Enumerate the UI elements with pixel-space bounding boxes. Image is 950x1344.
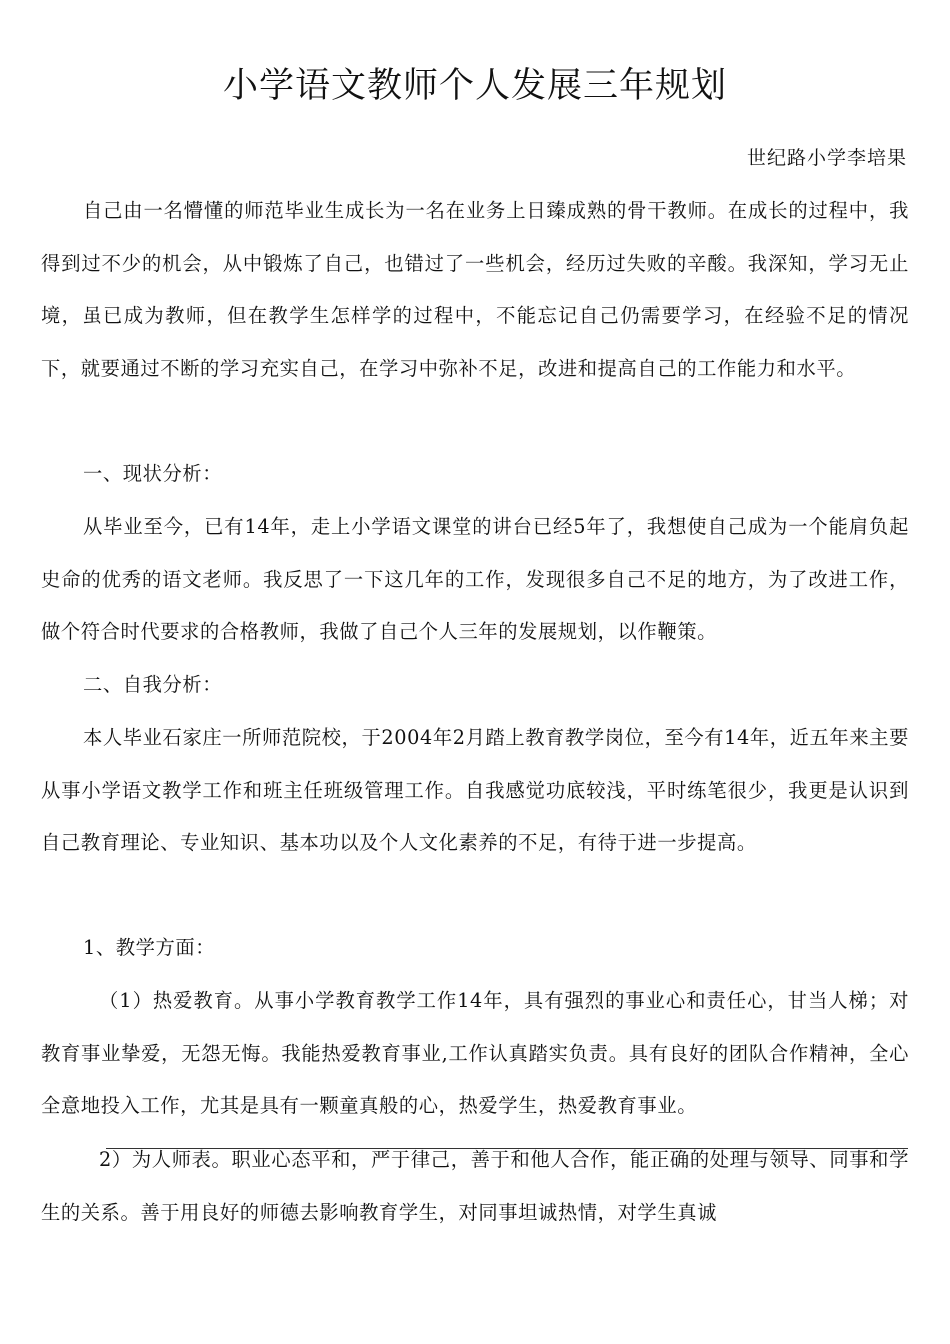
- subsection-heading-teaching: 1、教学方面：: [83, 936, 216, 959]
- section-heading-self: 二、自我分析：: [83, 673, 223, 696]
- status-paragraph: 从毕业至今，已有14年，走上小学语文课堂的讲台已经5年了，我想使自己成为一个能肩负起史命的优秀的语文老师。我反思了一下这几年的工作，发现很多自己不足的地方，为了改进工作，做个符合时代要求的合格教师，我做了自己个人三年的发展规划，以作鞭策。: [41, 515, 909, 643]
- author-line: 世纪路小学李培果: [746, 147, 907, 169]
- item-paragraph-2: 2）为人师表。职业心态平和，严于律己，善于和他人合作，能正确的处理与领导、同事和学生的关系。善于用良好的师德去影响教育学生，对同事坦诚热情，对学生真诚: [41, 1148, 909, 1224]
- intro-paragraph: 自己由一名懵懂的师范毕业生成长为一名在业务上日臻成熟的骨干教师。在成长的过程中，我得到过不少的机会，从中锻炼了自己，也错过了一些机会，经历过失败的辛酸。我深知，学习无止境，虽已成为教师，但在教学生怎样学的过程中，不能忘记自己仍需要学习，在经验不足的情况下，就要通过不断的学习充实自己，在学习中弥补不足，改进和提高自己的工作能力和水平。: [41, 199, 909, 380]
- item-paragraph-1: （1）热爱教育。从事小学教育教学工作14年，具有强烈的事业心和责任心，甘当人梯；对教育事业挚爱，无怨无悔。我能热爱教育事业,工作认真踏实负责。具有良好的团队合作精神，全心全意地投入工作，尤其是具有一颗童真般的心，热爱学生，热爱教育事业。: [41, 989, 909, 1117]
- document-title: 小学语文教师个人发展三年规划: [222, 66, 727, 106]
- section-heading-status: 一、现状分析：: [83, 462, 223, 485]
- self-paragraph: 本人毕业石家庄一所师范院校，于2004年2月踏上教育教学岗位，至今有14年，近五年来主要从事小学语文教学工作和班主任班级管理工作。自我感觉功底较浅，平时练笔很少，我更是认识到自己教育理论、专业知识、基本功以及个人文化素养的不足，有待于进一步提高。: [41, 726, 909, 854]
